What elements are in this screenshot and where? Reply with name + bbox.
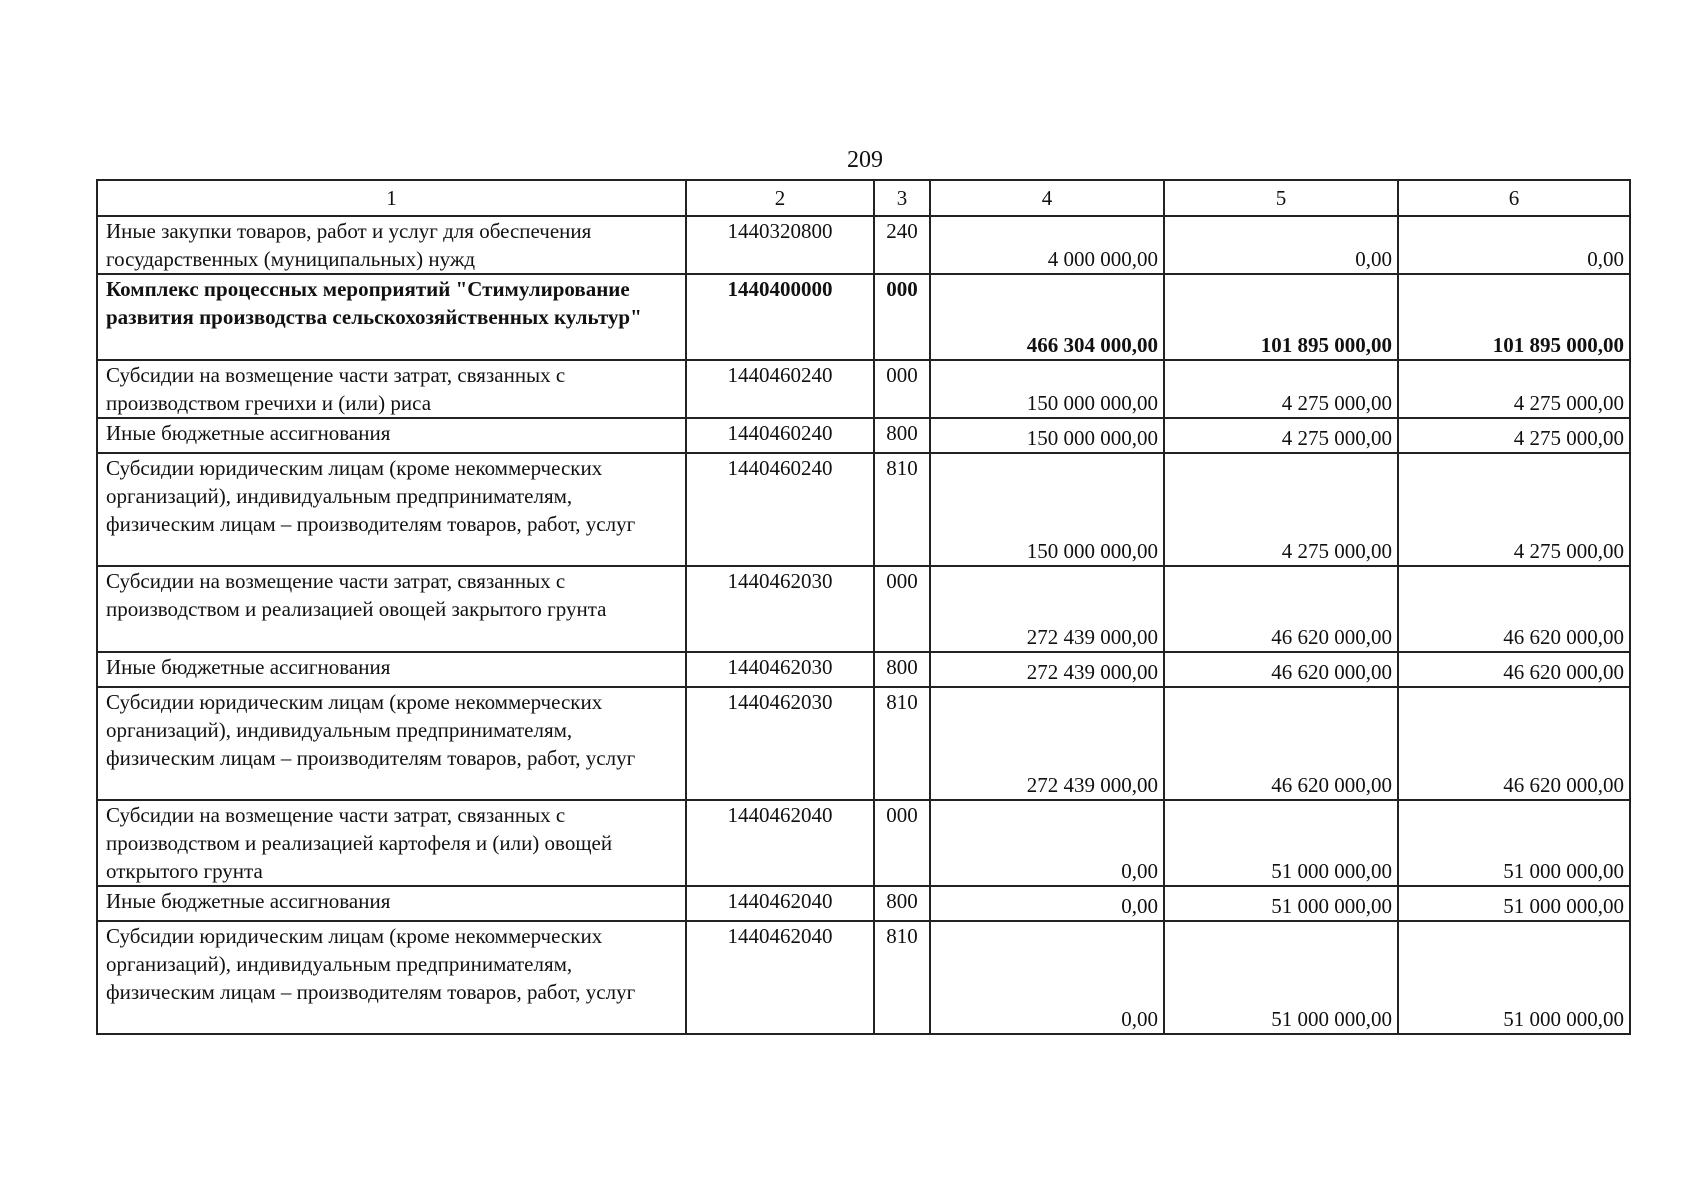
- row-name: Иные бюджетные ассигнования: [97, 652, 686, 687]
- row-kind: 800: [874, 418, 930, 453]
- row-value-col-5: 51 000 000,00: [1164, 800, 1398, 886]
- page-number: 209: [847, 147, 883, 173]
- row-code: 1440460240: [686, 453, 874, 566]
- row-name: Комплекс процессных мероприятий "Стимулирование развития производства сельскохозяйственных культур": [97, 274, 686, 360]
- row-value-col-6: 51 000 000,00: [1398, 921, 1630, 1034]
- row-name: Субсидии юридическим лицам (кроме некоммерческих организаций), индивидуальным предпринимателям, физическим лицам – производителям товаров, работ, услуг: [97, 453, 686, 566]
- row-kind: 000: [874, 566, 930, 652]
- table-row: [97, 216, 1630, 274]
- row-value-col-6: 4 275 000,00: [1398, 453, 1630, 566]
- row-kind: 240: [874, 216, 930, 274]
- row-name: Субсидии юридическим лицам (кроме некоммерческих организаций), индивидуальным предпринимателям, физическим лицам – производителям товаров, работ, услуг: [97, 921, 686, 1034]
- row-name: Иные бюджетные ассигнования: [97, 886, 686, 921]
- row-value-col-4: 272 439 000,00: [930, 687, 1164, 800]
- table-row: [97, 687, 1630, 800]
- row-name: Субсидии на возмещение части затрат, связанных с производством и реализацией картофеля и (или) овощей открытого грунта: [97, 800, 686, 886]
- row-value-col-6: 46 620 000,00: [1398, 566, 1630, 652]
- row-kind: 000: [874, 360, 930, 418]
- header-col-4: 4: [930, 180, 1164, 216]
- row-value-col-4: 4 000 000,00: [930, 216, 1164, 274]
- row-code: 1440460240: [686, 360, 874, 418]
- row-kind: 810: [874, 687, 930, 800]
- row-kind: 000: [874, 800, 930, 886]
- header-col-6: 6: [1398, 180, 1630, 216]
- header-col-5: 5: [1164, 180, 1398, 216]
- budget-table: [96, 179, 1631, 1035]
- row-value-col-4: 150 000 000,00: [930, 453, 1164, 566]
- table-row: [97, 886, 1630, 921]
- row-value-col-4: 0,00: [930, 886, 1164, 921]
- table-row: [97, 800, 1630, 886]
- row-code: 1440400000: [686, 274, 874, 360]
- row-code: 1440462040: [686, 800, 874, 886]
- row-name: Иные бюджетные ассигнования: [97, 418, 686, 453]
- row-value-col-5: 46 620 000,00: [1164, 687, 1398, 800]
- row-value-col-5: 51 000 000,00: [1164, 886, 1398, 921]
- row-value-col-6: 51 000 000,00: [1398, 886, 1630, 921]
- row-value-col-6: 101 895 000,00: [1398, 274, 1630, 360]
- row-name: Субсидии на возмещение части затрат, связанных с производством гречихи и (или) риса: [97, 360, 686, 418]
- row-kind: 800: [874, 886, 930, 921]
- row-value-col-5: 51 000 000,00: [1164, 921, 1398, 1034]
- row-value-col-4: 150 000 000,00: [930, 360, 1164, 418]
- row-value-col-5: 4 275 000,00: [1164, 418, 1398, 453]
- row-value-col-5: 4 275 000,00: [1164, 453, 1398, 566]
- row-value-col-5: 46 620 000,00: [1164, 566, 1398, 652]
- row-value-col-4: 0,00: [930, 800, 1164, 886]
- row-value-col-6: 46 620 000,00: [1398, 652, 1630, 687]
- header-col-1: 1: [97, 180, 686, 216]
- row-code: 1440462030: [686, 687, 874, 800]
- table-row: [97, 418, 1630, 453]
- row-value-col-4: 0,00: [930, 921, 1164, 1034]
- row-value-col-6: 4 275 000,00: [1398, 360, 1630, 418]
- table-row: [97, 652, 1630, 687]
- row-value-col-6: 0,00: [1398, 216, 1630, 274]
- row-name: Субсидии юридическим лицам (кроме некоммерческих организаций), индивидуальным предпринимателям, физическим лицам – производителям товаров, работ, услуг: [97, 687, 686, 800]
- row-value-col-4: 150 000 000,00: [930, 418, 1164, 453]
- table-row: [97, 921, 1630, 1034]
- row-value-col-6: 51 000 000,00: [1398, 800, 1630, 886]
- row-code: 1440462040: [686, 886, 874, 921]
- row-value-col-5: 101 895 000,00: [1164, 274, 1398, 360]
- row-value-col-4: 466 304 000,00: [930, 274, 1164, 360]
- table-body: [97, 180, 1630, 1034]
- header-col-3: 3: [874, 180, 930, 216]
- row-kind: 800: [874, 652, 930, 687]
- table-header-row: [97, 180, 1630, 216]
- row-value-col-6: 4 275 000,00: [1398, 418, 1630, 453]
- row-code: 1440460240: [686, 418, 874, 453]
- row-value-col-4: 272 439 000,00: [930, 566, 1164, 652]
- row-code: 1440320800: [686, 216, 874, 274]
- row-name: Субсидии на возмещение части затрат, связанных с производством и реализацией овощей закрытого грунта: [97, 566, 686, 652]
- header-col-2: 2: [686, 180, 874, 216]
- table-row: [97, 274, 1630, 360]
- table-row: [97, 360, 1630, 418]
- row-name: Иные закупки товаров, работ и услуг для обеспечения государственных (муниципальных) нужд: [97, 216, 686, 274]
- table-row: [97, 566, 1630, 652]
- row-value-col-6: 46 620 000,00: [1398, 687, 1630, 800]
- row-value-col-5: 46 620 000,00: [1164, 652, 1398, 687]
- row-kind: 810: [874, 453, 930, 566]
- row-kind: 810: [874, 921, 930, 1034]
- row-value-col-5: 0,00: [1164, 216, 1398, 274]
- row-code: 1440462030: [686, 566, 874, 652]
- row-code: 1440462040: [686, 921, 874, 1034]
- row-value-col-4: 272 439 000,00: [930, 652, 1164, 687]
- row-code: 1440462030: [686, 652, 874, 687]
- row-value-col-5: 4 275 000,00: [1164, 360, 1398, 418]
- row-kind: 000: [874, 274, 930, 360]
- table-row: [97, 453, 1630, 566]
